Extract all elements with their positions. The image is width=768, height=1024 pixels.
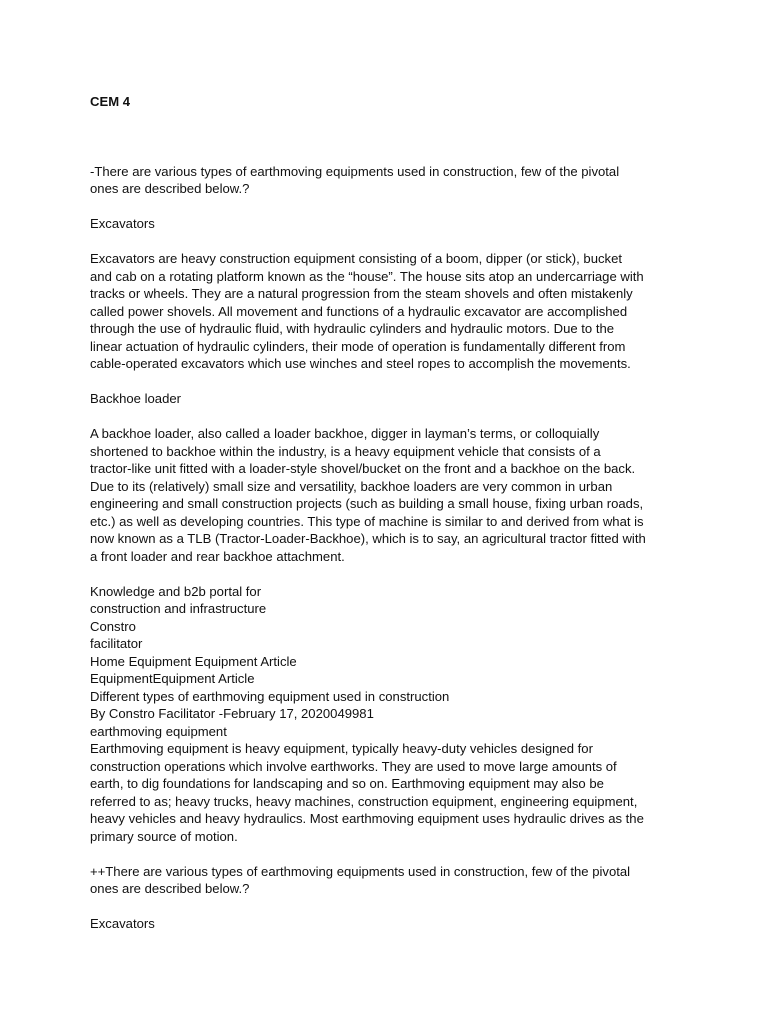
- excavators-paragraph: [90, 250, 690, 373]
- text-line: earthmoving equipment: [90, 723, 227, 739]
- text-line: linear actuation of hydraulic cylinders, their mode of operation is fundamentally different from: [90, 338, 626, 354]
- text-line: EquipmentEquipment Article: [90, 671, 255, 686]
- final-excavators-heading: Excavators: [90, 916, 155, 931]
- text-line: etc.) as well as developing countries. This type of machine is similar to and derived from what is: [90, 513, 644, 529]
- text-line: tractor-like unit fitted with a loader-style shovel/bucket on the front and a backhoe on the back.: [90, 461, 636, 476]
- spacer: [90, 408, 690, 426]
- backhoe-heading: Backhoe loader: [90, 391, 181, 406]
- spacer: [90, 233, 690, 251]
- text-line: primary source of motion.: [90, 828, 238, 844]
- text-line: -There are various types of earthmoving equipments used in construction, few of the pivotal: [90, 163, 620, 179]
- spacer: [90, 898, 690, 916]
- text-line: now known as a TLB (Tractor-Loader-Backhoe), which is to say, an agricultural tractor fitted with: [90, 531, 646, 546]
- text-line: Due to its (relatively) small size and versatility, backhoe loaders are very common in urban: [90, 478, 613, 494]
- spacer: [90, 111, 690, 163]
- spacer: [90, 198, 690, 216]
- text-line: heavy vehicles and heavy hydraulics. Most earthmoving equipment uses hydraulic drives as the: [90, 811, 644, 826]
- text-line: ++There are various types of earthmoving equipments used in construction, few of the pivotal: [90, 863, 631, 879]
- document-page: [90, 93, 690, 933]
- text-line: Home Equipment Equipment Article: [90, 653, 297, 669]
- spacer: [90, 373, 690, 391]
- text-line: construction operations which involve earthworks. They are used to move large amounts of: [90, 758, 617, 774]
- portal-block: [90, 583, 690, 846]
- text-line: Excavators are heavy construction equipment consisting of a boom, dipper (or stick), bucket: [90, 251, 623, 266]
- text-line: Knowledge and b2b portal for: [90, 583, 262, 599]
- intro-paragraph: [90, 163, 690, 198]
- text-line: A backhoe loader, also called a loader backhoe, digger in layman’s terms, or colloquially: [90, 426, 600, 441]
- text-line: construction and infrastructure: [90, 601, 267, 616]
- spacer: [90, 845, 690, 863]
- spacer: [90, 565, 690, 583]
- text-line: earth, to dig foundations for landscaping and so on. Earthmoving equipment may also be: [90, 776, 604, 791]
- text-line: shortened to backhoe within the industry, is a heavy equipment vehicle that consists of a: [90, 443, 601, 459]
- text-line: Earthmoving equipment is heavy equipment, typically heavy-duty vehicles designed for: [90, 741, 593, 756]
- text-line: engineering and small construction projects (such as building a small house, fixing urban roads,: [90, 496, 644, 511]
- text-line: referred to as; heavy trucks, heavy machines, construction equipment, engineering equipment,: [90, 793, 638, 809]
- outro-paragraph: [90, 863, 690, 898]
- text-line: ones are described below.?: [90, 181, 250, 196]
- text-line: ones are described below.?: [90, 881, 250, 896]
- document-title: CEM 4: [90, 94, 131, 109]
- text-line: Constro: [90, 618, 136, 634]
- text-line: a front loader and rear backhoe attachment.: [90, 548, 345, 564]
- text-line: By Constro Facilitator -February 17, 2020049981: [90, 706, 374, 721]
- excavators-heading: Excavators: [90, 216, 155, 231]
- backhoe-paragraph: [90, 425, 690, 565]
- text-line: tracks or wheels. They are a natural progression from the steam shovels and often mistakenly: [90, 286, 633, 301]
- text-line: through the use of hydraulic fluid, with hydraulic cylinders and hydraulic motors. Due to the: [90, 321, 615, 336]
- text-line: called power shovels. All movement and functions of a hydraulic excavator are accomplished: [90, 303, 628, 319]
- text-line: cable-operated excavators which use winches and steel ropes to accomplish the movements.: [90, 356, 631, 371]
- text-line: facilitator: [90, 636, 143, 651]
- text-line: Different types of earthmoving equipment used in construction: [90, 688, 450, 704]
- text-line: and cab on a rotating platform known as the “house”. The house sits atop an undercarriage with: [90, 268, 644, 284]
